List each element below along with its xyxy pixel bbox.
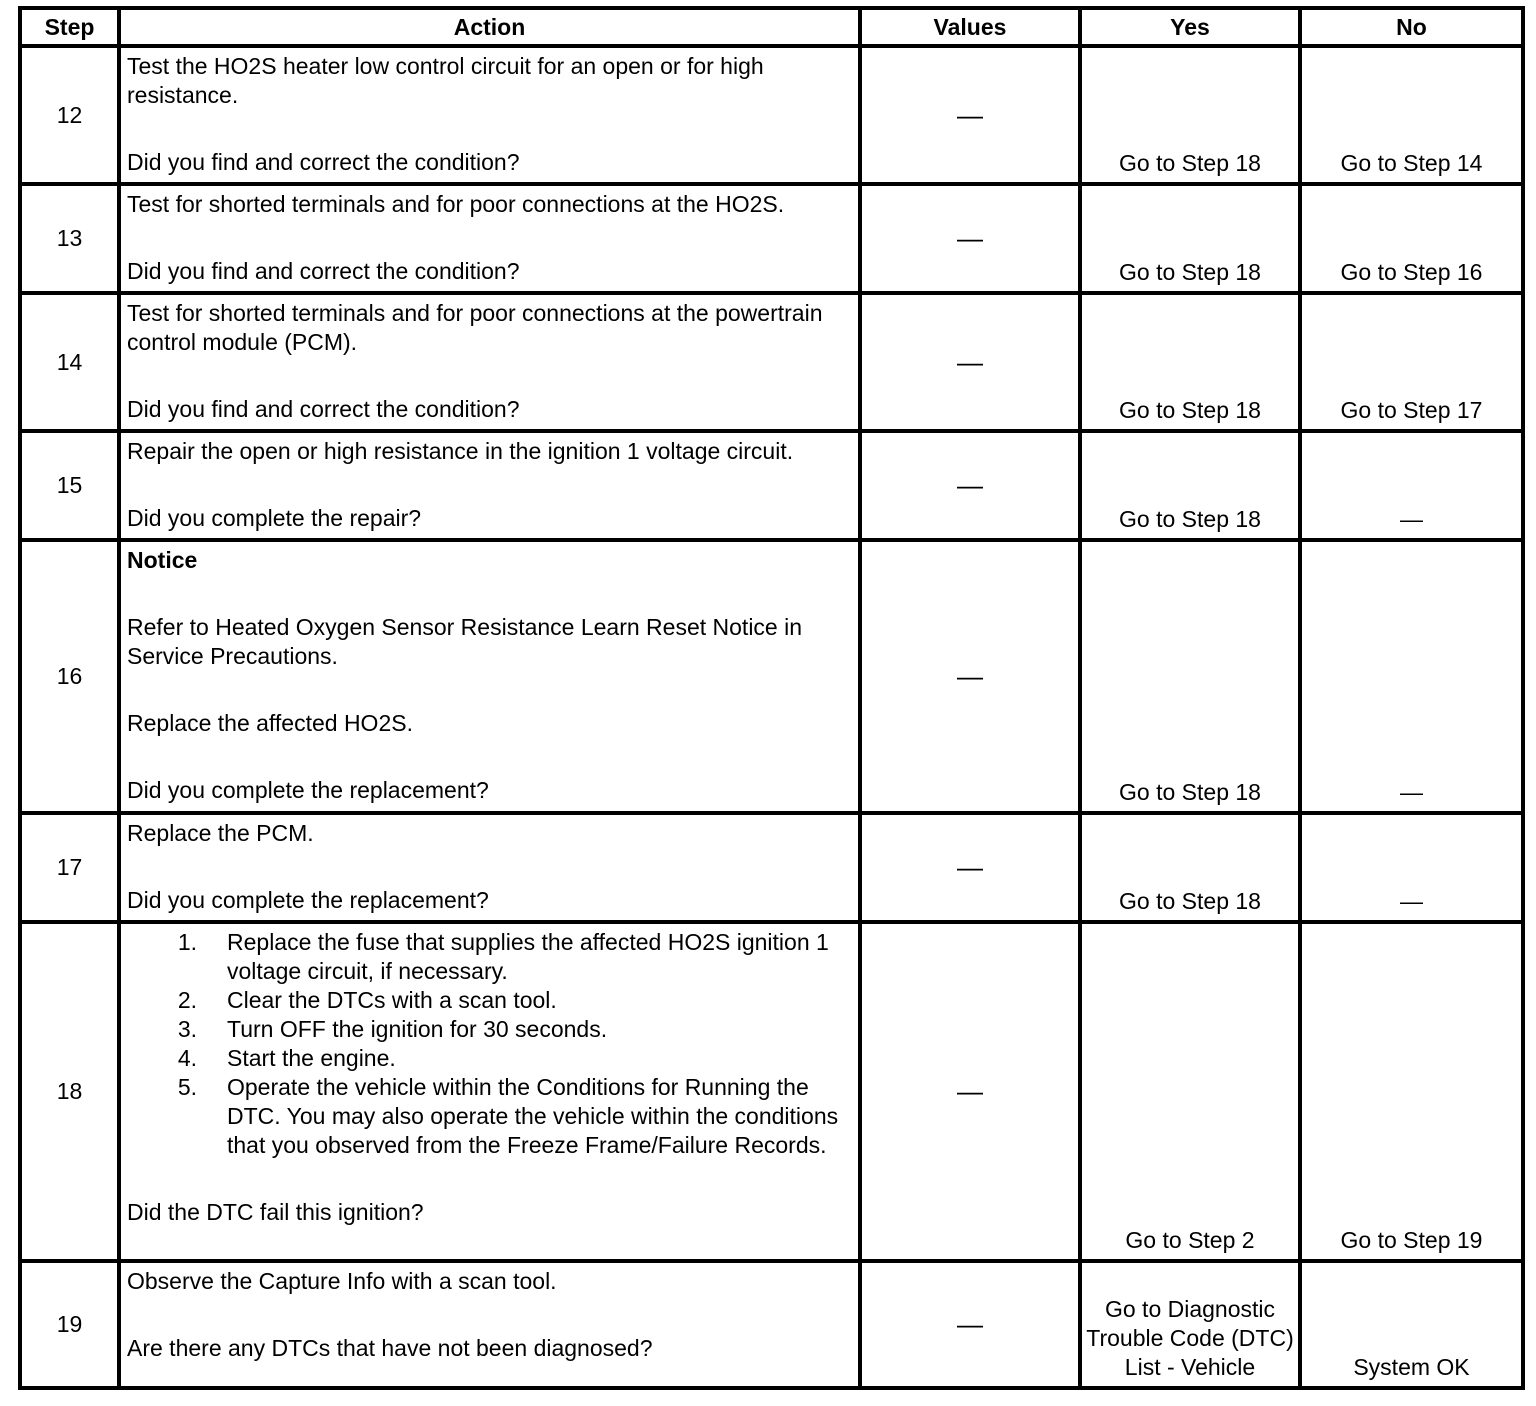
table-row bbox=[20, 540, 1523, 813]
values-cell: — bbox=[860, 184, 1080, 293]
yes-cell: Go to Step 18 bbox=[1080, 540, 1300, 813]
action-cell bbox=[119, 431, 860, 540]
list-item-number: 5. bbox=[177, 1074, 197, 1100]
notice-text: Refer to Heated Oxygen Sensor Resistance Learn Reset Notice in Service Precautions. bbox=[127, 614, 803, 669]
no-cell: — bbox=[1300, 813, 1523, 922]
diagnostic-table bbox=[18, 6, 1525, 1390]
list-item-number: 1. bbox=[177, 929, 197, 955]
table-row bbox=[20, 46, 1523, 184]
action-question: Did you complete the repair? bbox=[127, 505, 422, 531]
step-number: 13 bbox=[20, 184, 119, 293]
list-item bbox=[127, 1073, 850, 1160]
action-cell bbox=[119, 46, 860, 184]
values-cell: — bbox=[860, 293, 1080, 431]
action-text: Test the HO2S heater low control circuit for an open or for high resistance. bbox=[127, 53, 764, 108]
action-text: Observe the Capture Info with a scan tool. bbox=[127, 1268, 557, 1294]
action-question: Did the DTC fail this ignition? bbox=[127, 1199, 424, 1225]
notice-label: Notice bbox=[127, 547, 198, 573]
yes-cell: Go to Step 18 bbox=[1080, 184, 1300, 293]
yes-cell: Go to Diagnostic Trouble Code (DTC) List - Vehicle bbox=[1080, 1261, 1300, 1388]
header-row bbox=[20, 8, 1523, 46]
header-yes: Yes bbox=[1080, 8, 1300, 46]
step-number: 17 bbox=[20, 813, 119, 922]
values-cell: — bbox=[860, 813, 1080, 922]
step-number: 19 bbox=[20, 1261, 119, 1388]
values-cell: — bbox=[860, 540, 1080, 813]
header-no: No bbox=[1300, 8, 1523, 46]
action-text: Replace the affected HO2S. bbox=[127, 710, 413, 736]
list-item-text: Operate the vehicle within the Conditions for Running the DTC. You may also operate the vehicle within the conditions that you observed from the Freeze Frame/Failure Records. bbox=[227, 1074, 839, 1158]
table-row bbox=[20, 1261, 1523, 1388]
action-question: Did you complete the replacement? bbox=[127, 887, 489, 913]
action-text: Test for shorted terminals and for poor connections at the powertrain control module (PCM). bbox=[127, 300, 823, 355]
header-action: Action bbox=[119, 8, 860, 46]
no-cell: — bbox=[1300, 540, 1523, 813]
action-cell bbox=[119, 184, 860, 293]
table-row bbox=[20, 184, 1523, 293]
no-cell: Go to Step 19 bbox=[1300, 922, 1523, 1261]
table-row bbox=[20, 293, 1523, 431]
list-item-text: Start the engine. bbox=[227, 1045, 396, 1071]
no-cell: System OK bbox=[1300, 1261, 1523, 1388]
values-cell: — bbox=[860, 431, 1080, 540]
table-row bbox=[20, 813, 1523, 922]
no-cell: Go to Step 17 bbox=[1300, 293, 1523, 431]
step-number: 12 bbox=[20, 46, 119, 184]
action-question: Did you complete the replacement? bbox=[127, 777, 489, 803]
step-number: 14 bbox=[20, 293, 119, 431]
action-text: Repair the open or high resistance in the ignition 1 voltage circuit. bbox=[127, 438, 794, 464]
yes-cell: Go to Step 2 bbox=[1080, 922, 1300, 1261]
procedure-list bbox=[127, 928, 850, 1160]
action-cell bbox=[119, 813, 860, 922]
list-item-text: Clear the DTCs with a scan tool. bbox=[227, 987, 557, 1013]
list-item bbox=[127, 1044, 850, 1073]
action-question: Are there any DTCs that have not been diagnosed? bbox=[127, 1335, 653, 1361]
list-item-number: 2. bbox=[177, 987, 197, 1013]
values-cell: — bbox=[860, 922, 1080, 1261]
list-item-number: 4. bbox=[177, 1045, 197, 1071]
step-number: 15 bbox=[20, 431, 119, 540]
yes-cell: Go to Step 18 bbox=[1080, 46, 1300, 184]
no-cell: Go to Step 14 bbox=[1300, 46, 1523, 184]
action-cell bbox=[119, 922, 860, 1261]
yes-cell: Go to Step 18 bbox=[1080, 813, 1300, 922]
list-item-number: 3. bbox=[177, 1016, 197, 1042]
table-row bbox=[20, 431, 1523, 540]
no-cell: — bbox=[1300, 431, 1523, 540]
header-values: Values bbox=[860, 8, 1080, 46]
table-row bbox=[20, 922, 1523, 1261]
action-question: Did you find and correct the condition? bbox=[127, 258, 520, 284]
values-cell: — bbox=[860, 46, 1080, 184]
action-cell bbox=[119, 293, 860, 431]
yes-cell: Go to Step 18 bbox=[1080, 431, 1300, 540]
list-item bbox=[127, 928, 850, 986]
list-item-text: Turn OFF the ignition for 30 seconds. bbox=[227, 1016, 608, 1042]
action-question: Did you find and correct the condition? bbox=[127, 396, 520, 422]
list-item bbox=[127, 986, 850, 1015]
action-text: Replace the PCM. bbox=[127, 820, 314, 846]
step-number: 18 bbox=[20, 922, 119, 1261]
list-item-text: Replace the fuse that supplies the affected HO2S ignition 1 voltage circuit, if necessary. bbox=[227, 929, 829, 984]
action-question: Did you find and correct the condition? bbox=[127, 149, 520, 175]
step-number: 16 bbox=[20, 540, 119, 813]
header-step: Step bbox=[20, 8, 119, 46]
yes-cell: Go to Step 18 bbox=[1080, 293, 1300, 431]
action-cell bbox=[119, 540, 860, 813]
action-text: Test for shorted terminals and for poor connections at the HO2S. bbox=[127, 191, 785, 217]
no-cell: Go to Step 16 bbox=[1300, 184, 1523, 293]
action-cell bbox=[119, 1261, 860, 1388]
list-item bbox=[127, 1015, 850, 1044]
values-cell: — bbox=[860, 1261, 1080, 1388]
